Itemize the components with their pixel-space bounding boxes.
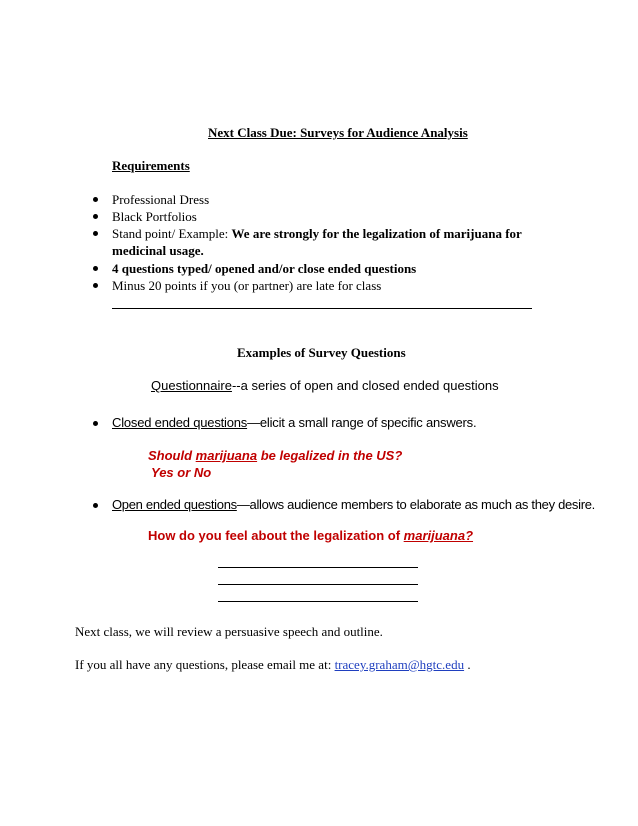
divider xyxy=(112,308,532,309)
email-link[interactable]: tracey.graham@hgtc.edu xyxy=(334,657,465,672)
stand-point-text: We are strongly for the legalization of marijuana for xyxy=(231,226,522,241)
bullet-icon xyxy=(93,503,98,508)
closing-line: Next class, we will review a persuasive speech and outline. xyxy=(75,624,383,639)
list-item: 4 questions typed/ opened and/or close ended questions xyxy=(112,261,417,276)
contact-line xyxy=(75,657,471,673)
answer-line xyxy=(218,601,418,602)
bullet-icon xyxy=(93,231,98,236)
questionnaire-def: --a series of open and closed ended questions xyxy=(231,378,499,393)
stand-point-text-cont: medicinal usage. xyxy=(112,243,204,258)
requirements-heading: Requirements xyxy=(112,158,190,173)
answer-line xyxy=(218,584,418,585)
closed-example-after: be legalized in the US? xyxy=(257,448,403,463)
closed-ended-def: —elicit a small range of specific answers. xyxy=(247,415,477,430)
questionnaire-term: Questionnaire xyxy=(151,378,232,393)
list-item: Professional Dress xyxy=(112,192,210,207)
open-ended-def: —allows audience members to elaborate as much as they desire. xyxy=(236,497,595,512)
list-item: Black Portfolios xyxy=(112,209,197,224)
list-item-prefix: Stand point/ Example: xyxy=(112,226,232,241)
contact-end: . xyxy=(464,657,471,672)
open-example-before: How do you feel about the legalization of xyxy=(148,528,404,543)
closed-example-keyword: marijuana xyxy=(195,448,258,463)
list-item xyxy=(112,226,522,242)
closed-example-answer: Yes or No xyxy=(151,465,212,480)
closed-example-question xyxy=(148,448,402,464)
list-item: Minus 20 points if you (or partner) are late for class xyxy=(112,278,382,293)
closed-ended-item xyxy=(112,415,476,431)
page-title: Next Class Due: Surveys for Audience Analysis xyxy=(208,125,468,140)
bullet-icon xyxy=(93,197,98,202)
bullet-icon xyxy=(93,266,98,271)
questionnaire-definition xyxy=(151,378,499,394)
answer-line xyxy=(218,567,418,568)
closed-ended-term: Closed ended questions xyxy=(112,415,248,430)
bullet-icon xyxy=(93,421,98,426)
contact-text: If you all have any questions, please email me at: xyxy=(75,657,335,672)
bullet-icon xyxy=(93,214,98,219)
open-ended-term: Open ended questions xyxy=(112,497,237,512)
open-ended-item xyxy=(112,497,595,513)
open-example-question xyxy=(148,528,473,544)
closed-example-before: Should xyxy=(148,448,196,463)
bullet-icon xyxy=(93,283,98,288)
open-example-keyword: marijuana? xyxy=(403,528,474,543)
examples-heading: Examples of Survey Questions xyxy=(237,345,406,360)
